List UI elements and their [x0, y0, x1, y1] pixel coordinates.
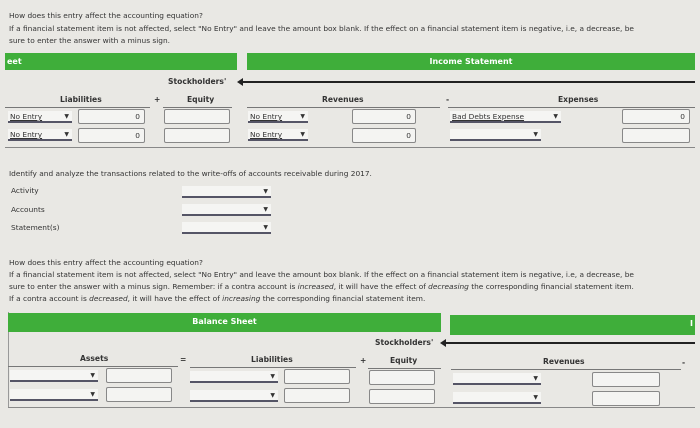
balance-sheet-header-bar: eet: [5, 53, 237, 70]
divider: [451, 369, 681, 370]
divider: [163, 107, 232, 108]
minus-sign: -: [446, 95, 450, 104]
dropdown-caret-icon: ▼: [263, 206, 268, 213]
statements-label: Statement(s): [11, 223, 60, 232]
arrow-icon: [445, 342, 695, 344]
dropdown-caret-icon: ▼: [64, 131, 69, 138]
equity-amount-input[interactable]: [164, 128, 230, 143]
emphasis: decreasing: [428, 282, 469, 291]
header-revenues: Revenues: [322, 95, 364, 104]
revenues-amount-input[interactable]: [592, 372, 660, 387]
dropdown-caret-icon: ▼: [300, 113, 305, 120]
minus-sign: -: [682, 358, 686, 367]
dropdown-caret-icon: ▼: [263, 188, 268, 195]
instructions-text: sure to enter the answer with a minus sign.: [9, 36, 171, 45]
activity-select[interactable]: [182, 186, 271, 198]
identify-prompt: Identify and analyze the transactions related to the write-offs of accounts receivable during 2017.: [9, 169, 372, 178]
text: the corresponding financial statement item.: [260, 294, 426, 303]
equals-sign: =: [180, 355, 187, 364]
assets-select[interactable]: [10, 389, 98, 401]
assets-select[interactable]: [10, 370, 98, 382]
dropdown-caret-icon: ▼: [270, 392, 275, 399]
text: sure to enter the answer with a minus sign. Remember: if a contra account is: [9, 282, 298, 291]
text: , it will have the effect of: [333, 282, 429, 291]
dropdown-caret-icon: ▼: [533, 394, 538, 401]
liabilities-amount-input[interactable]: 0: [78, 109, 145, 124]
text: , it will have the effect of: [127, 294, 223, 303]
header-equity: Equity: [390, 356, 418, 365]
divider: [368, 368, 441, 369]
header-assets: Assets: [80, 354, 109, 363]
dropdown-caret-icon: ▼: [90, 372, 95, 379]
header-expenses: Expenses: [558, 95, 599, 104]
revenues-select[interactable]: [453, 373, 541, 385]
emphasis: increased: [297, 282, 334, 291]
statements-select[interactable]: [182, 222, 271, 234]
liabilities-select[interactable]: [8, 111, 72, 123]
liabilities-select[interactable]: [190, 371, 278, 383]
assets-amount-input[interactable]: [106, 368, 172, 383]
select-value: No Entry: [10, 112, 43, 121]
divider: [190, 367, 356, 368]
dropdown-caret-icon: ▼: [553, 113, 558, 120]
header-equity: Equity: [187, 95, 215, 104]
revenues-select[interactable]: [453, 392, 541, 404]
divider: [247, 107, 440, 108]
header-liabilities: Liabilities: [251, 355, 293, 364]
activity-label: Activity: [11, 186, 39, 195]
liabilities-amount-input[interactable]: [284, 369, 350, 384]
text: If a contra account is: [9, 294, 90, 303]
liabilities-amount-input[interactable]: 0: [78, 128, 145, 143]
accounts-label: Accounts: [11, 205, 45, 214]
instructions-text: [9, 281, 634, 293]
liabilities-amount-input[interactable]: [284, 388, 350, 403]
select-value: Bad Debts Expense: [452, 112, 525, 121]
balance-sheet-header-bar: Balance Sheet: [8, 313, 441, 332]
dropdown-caret-icon: ▼: [90, 391, 95, 398]
equity-amount-input[interactable]: [369, 370, 435, 385]
revenues-amount-input[interactable]: 0: [352, 128, 416, 143]
question-text: How does this entry affect the accounting equation?: [9, 258, 203, 267]
select-value: No Entry: [10, 130, 43, 139]
assets-amount-input[interactable]: [106, 387, 172, 402]
dropdown-caret-icon: ▼: [300, 131, 305, 138]
question-text: How does this entry affect the accounting equation?: [9, 11, 203, 20]
divider: [448, 107, 695, 108]
dropdown-caret-icon: ▼: [263, 224, 268, 231]
text: the corresponding financial statement item.: [468, 282, 634, 291]
liabilities-select[interactable]: [190, 390, 278, 402]
header-revenues: Revenues: [543, 357, 585, 366]
expenses-select[interactable]: [450, 111, 561, 123]
liabilities-select[interactable]: [8, 129, 72, 141]
divider: [5, 107, 150, 108]
instructions-text: If a financial statement item is not affected, select "No Entry" and leave the amount box blank. If the effect on a financial statement item is negative, i.e, a decrease, be: [9, 24, 634, 33]
dropdown-caret-icon: ▼: [533, 375, 538, 382]
revenues-select[interactable]: [248, 129, 308, 141]
instructions-text: [9, 293, 425, 305]
revenues-amount-input[interactable]: 0: [352, 109, 416, 124]
expenses-amount-input[interactable]: [622, 128, 690, 143]
expenses-amount-input[interactable]: 0: [622, 109, 690, 124]
divider: [8, 366, 178, 367]
instructions-text: If a financial statement item is not affected, select "No Entry" and leave the amount box blank. If the effect on a financial statement item is negative, i.e, a decrease, be: [9, 270, 634, 279]
dropdown-caret-icon: ▼: [270, 373, 275, 380]
stockholders-label: Stockholders': [375, 338, 434, 347]
equity-amount-input[interactable]: [369, 389, 435, 404]
emphasis: increasing: [222, 294, 261, 303]
divider: [5, 147, 695, 148]
plus-sign: +: [154, 95, 161, 104]
select-value: No Entry: [250, 112, 283, 121]
arrow-icon: [242, 81, 695, 83]
emphasis: decreased: [89, 294, 128, 303]
accounts-select[interactable]: [182, 204, 271, 216]
header-liabilities: Liabilities: [60, 95, 102, 104]
plus-sign: +: [360, 356, 367, 365]
revenues-select[interactable]: [248, 111, 308, 123]
revenues-amount-input[interactable]: [592, 391, 660, 406]
stockholders-label: Stockholders': [168, 77, 227, 86]
income-statement-header-bar: Income Statement: [247, 53, 695, 70]
expenses-select[interactable]: [450, 129, 541, 141]
dropdown-caret-icon: ▼: [64, 113, 69, 120]
divider: [8, 407, 695, 408]
income-statement-header-bar: I: [450, 315, 695, 335]
equity-amount-input[interactable]: [164, 109, 230, 124]
dropdown-caret-icon: ▼: [533, 131, 538, 138]
select-value: No Entry: [250, 130, 283, 139]
